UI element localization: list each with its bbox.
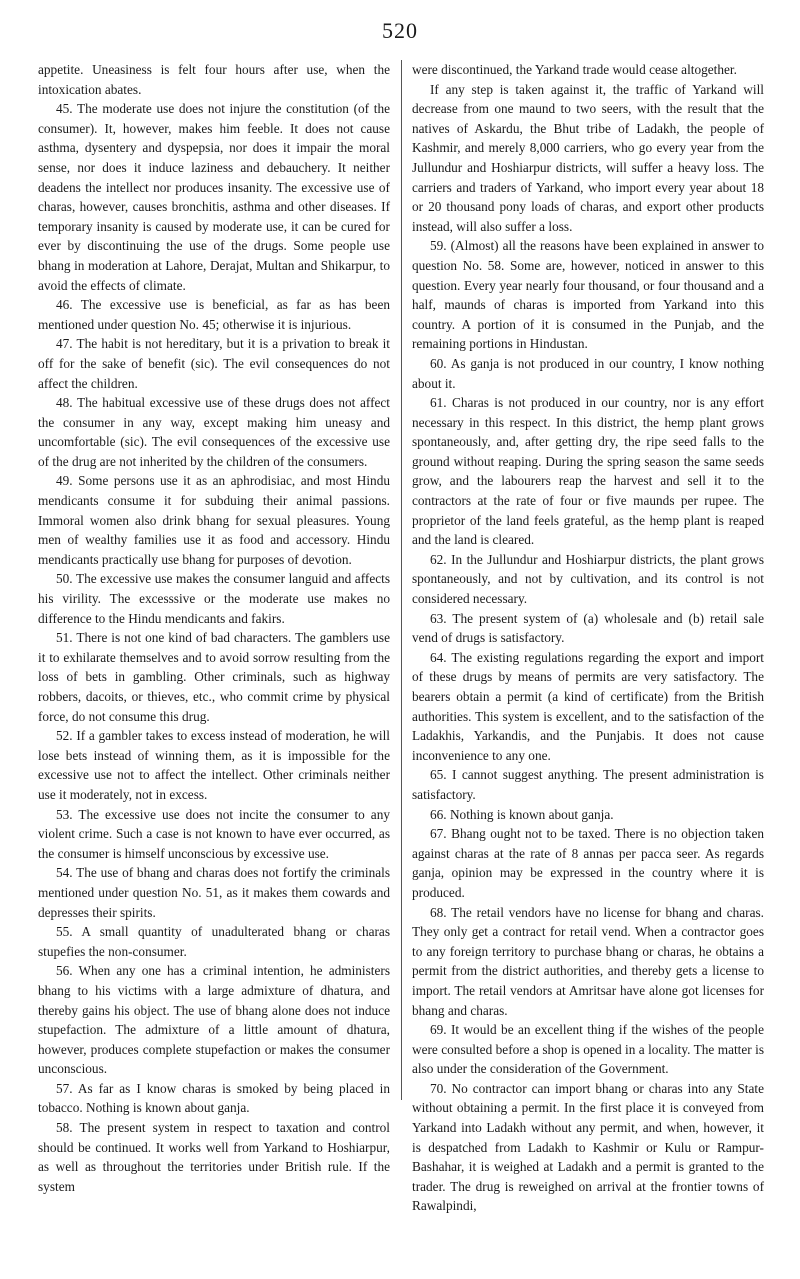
paragraph-p56: 56. When any one has a criminal intention, he administers bhang to his victims with a large admixture of dhatura, and thereby gains his object. The use of bhang alone does not induce stupefaction. The admixture of a little amount of dhatura, however, produces complete stupefaction or makes the consumer unconscious. (38, 963, 390, 1077)
paragraph-p66: 66. Nothing is known about ganja. (430, 806, 614, 822)
paragraph-p54: 54. The use of bhang and charas does not fortify the criminals mentioned under question No. 51, as it makes them cowards and depresses their spirits. (38, 865, 390, 920)
right-column (412, 60, 764, 1214)
column-divider (401, 60, 402, 1100)
paragraph-p47: 47. The habit is not hereditary, but it is a privation to break it off for the sake of benefit (sic). The evil consequences do not affect the children. (38, 336, 390, 391)
paragraph-p64: 64. The existing regulations regarding the export and import of these drugs by means of permits are very satisfactory. The bearers obtain a permit (a kind of certificate) from the British authorities. This system is excellent, and to the satisfaction of the Ladakhis, Yarkandis, and the Punjabis. It does not cause inconvenience to any one. (412, 649, 764, 763)
paragraph-p65: 65. I cannot suggest anything. The present administration is satisfactory. (412, 767, 764, 802)
paragraph-p70: 70. No contractor can import bhang or charas into any State without obtaining a permit. In the first place it is conveyed from Yarkand into Ladakh without any permit, and when, however, it is despatched from Ladakh to Kashmir or Kulu or Rampur-Bashahar, it is weighed at Ladakh and a permit is granted to the trader. The drug is reweighed on arrival at the frontier towns of Rawalpindi, (412, 1080, 764, 1214)
paragraph-p45: 45. The moderate use does not injure the constitution (of the consumer). It, however, makes him feeble. It does not cause asthma, dysentery and dyspepsia, nor does it impair the moral sense, nor does it induce laziness and debauchery. It neither deadens the intellect nor produces insanity. The excessive use of charas, however, causes bronchitis, asthma and other diseases. If temporary insanity is caused by moderate use, it can be cured for ever by discontinuing the use of the drugs. Some people use bhang in moderation at Lahore, Derajat, Multan and Shikarpur, to avoid the effects of climate. (38, 101, 390, 293)
paragraph-cont: were discontinued, the Yarkand trade would cease altogether. (412, 62, 737, 77)
paragraph-p61: 61. Charas is not produced in our country, nor is any effort necessary in this respect. In this district, the hemp plant grows spontaneously, and, after getting dry, the ripe seed falls to the ground without reaping. During the spring season the same seeds grow, and the labourers reap the harvest and sell it to the contractors at the rate of four or five maunds per rupee. The proprietor of the land feels grateful, as the hemp plant is reaped and the land is cleared. (412, 395, 764, 548)
paragraph-p46: 46. The excessive use is beneficial, as far as has been mentioned under question No. 45; otherwise it is injurious. (38, 297, 390, 332)
paragraph-p58b: If any step is taken against it, the traffic of Yarkand will decrease from one maund to two seers, with the result that the natives of Askardu, the Bhut tribe of Ladakh, the people of Kashmir, and merely 8,000 carriers, who go every year from the Jullundur and Hoshiarpur districts, will suffer a heavy loss. The carriers and traders of Yarkand, who import every year about 18 or 20 thousand pony loads of charas, and export other products instead, will also suffer a loss. (412, 81, 764, 234)
paragraph-p48: 48. The habitual excessive use of these drugs does not affect the consumer in any way, except making him uneasy and uncomfortable (sic). The evil consequences of the excessive use of the drug are not inherited by the children of the consumers. (38, 395, 390, 469)
paragraph-p57: 57. As far as I know charas is smoked by being placed in tobacco. Nothing is known about ganja. (38, 1080, 390, 1116)
paragraph-p58: 58. The present system in respect to taxation and control should be continued. It works well from Yarkand to Hoshiarpur, as well as throughout the territories under British rule. If the system (38, 1120, 390, 1194)
paragraph-p60: 60. As ganja is not produced in our country, I know nothing about it. (412, 355, 764, 391)
page-number: 520 (382, 18, 418, 43)
left-column (38, 60, 390, 1194)
paragraph-p51: 51. There is not one kind of bad characters. The gamblers use it to exhilarate themselves and to avoid sorrow resulting from the loss of bets in gambling. Other criminals, such as highway robbers, dacoits, or thieves, etc., who commit crime by physical force, do not consume this drug. (38, 630, 390, 724)
paragraph-p55: 55. A small quantity of unadulterated bhang or charas stupefies the non-consumer. (38, 924, 390, 959)
paragraph-cont: appetite. Uneasiness is felt four hours after use, when the intoxication abates. (38, 62, 390, 97)
paragraph-p69: 69. It would be an excellent thing if the wishes of the people were consulted before a shop is opened in a locality. The matter is also under the consideration of the Government. (412, 1022, 764, 1077)
paragraph-p59: 59. (Almost) all the reasons have been explained in answer to question No. 58. Some are, however, noticed in answer to this question. Every year nearly four thousand, or four thousand and a half, maunds of charas is imported from Yarkand into this country. A portion of it is consumed in the Punjab, and the remaining portions in Hindustan. (412, 238, 764, 352)
paragraph-p52: 52. If a gambler takes to excess instead of moderation, he will lose bets instead of winning them, as it is impossible for the excessive use not to affect the intellect. Other criminals neither use it moderately, not in excess. (38, 728, 390, 802)
paragraph-p53: 53. The excessive use does not incite the consumer to any violent crime. Such a case is not known to have ever occurred, as the consumer is himself unconscious by excessive use. (38, 806, 390, 861)
paragraph-p50: 50. The excessive use makes the consumer languid and affects his virility. The excesssive or the moderate use makes no difference to the Hindu mendicants and fakirs. (38, 571, 390, 626)
paragraph-p68: 68. The retail vendors have no license for bhang and charas. They only get a contract for retail vend. When a contractor goes to any foreign territory to purchase bhang or charas, he obtains a permit from the district authorities, and thereby gets a license to import. The retail vendors at Amritsar have alone got licenses for bhang and charas. (412, 904, 764, 1018)
paragraph-p67: 67. Bhang ought not to be taxed. There is no objection taken against charas at the rate of 8 annas per pacca seer. As regards ganja, opinion may be expressed in the country where it is produced. (412, 826, 764, 900)
paragraph-p63: 63. The present system of (a) wholesale and (b) retail sale vend of drugs is satisfactory. (412, 610, 764, 646)
paragraph-p49: 49. Some persons use it as an aphrodisiac, and most Hindu mendicants consume it for subduing their animal passions. Immoral women also drink bhang for sexual pleasures. Young men of wealthy families use it as food and accessory. Hindu mendicants practically use bhang for purposes of devotion. (38, 473, 390, 567)
paragraph-p62: 62. In the Jullundur and Hoshiarpur districts, the plant grows spontaneously, and not by cultivation, and its control is not considered necessary. (412, 551, 764, 607)
